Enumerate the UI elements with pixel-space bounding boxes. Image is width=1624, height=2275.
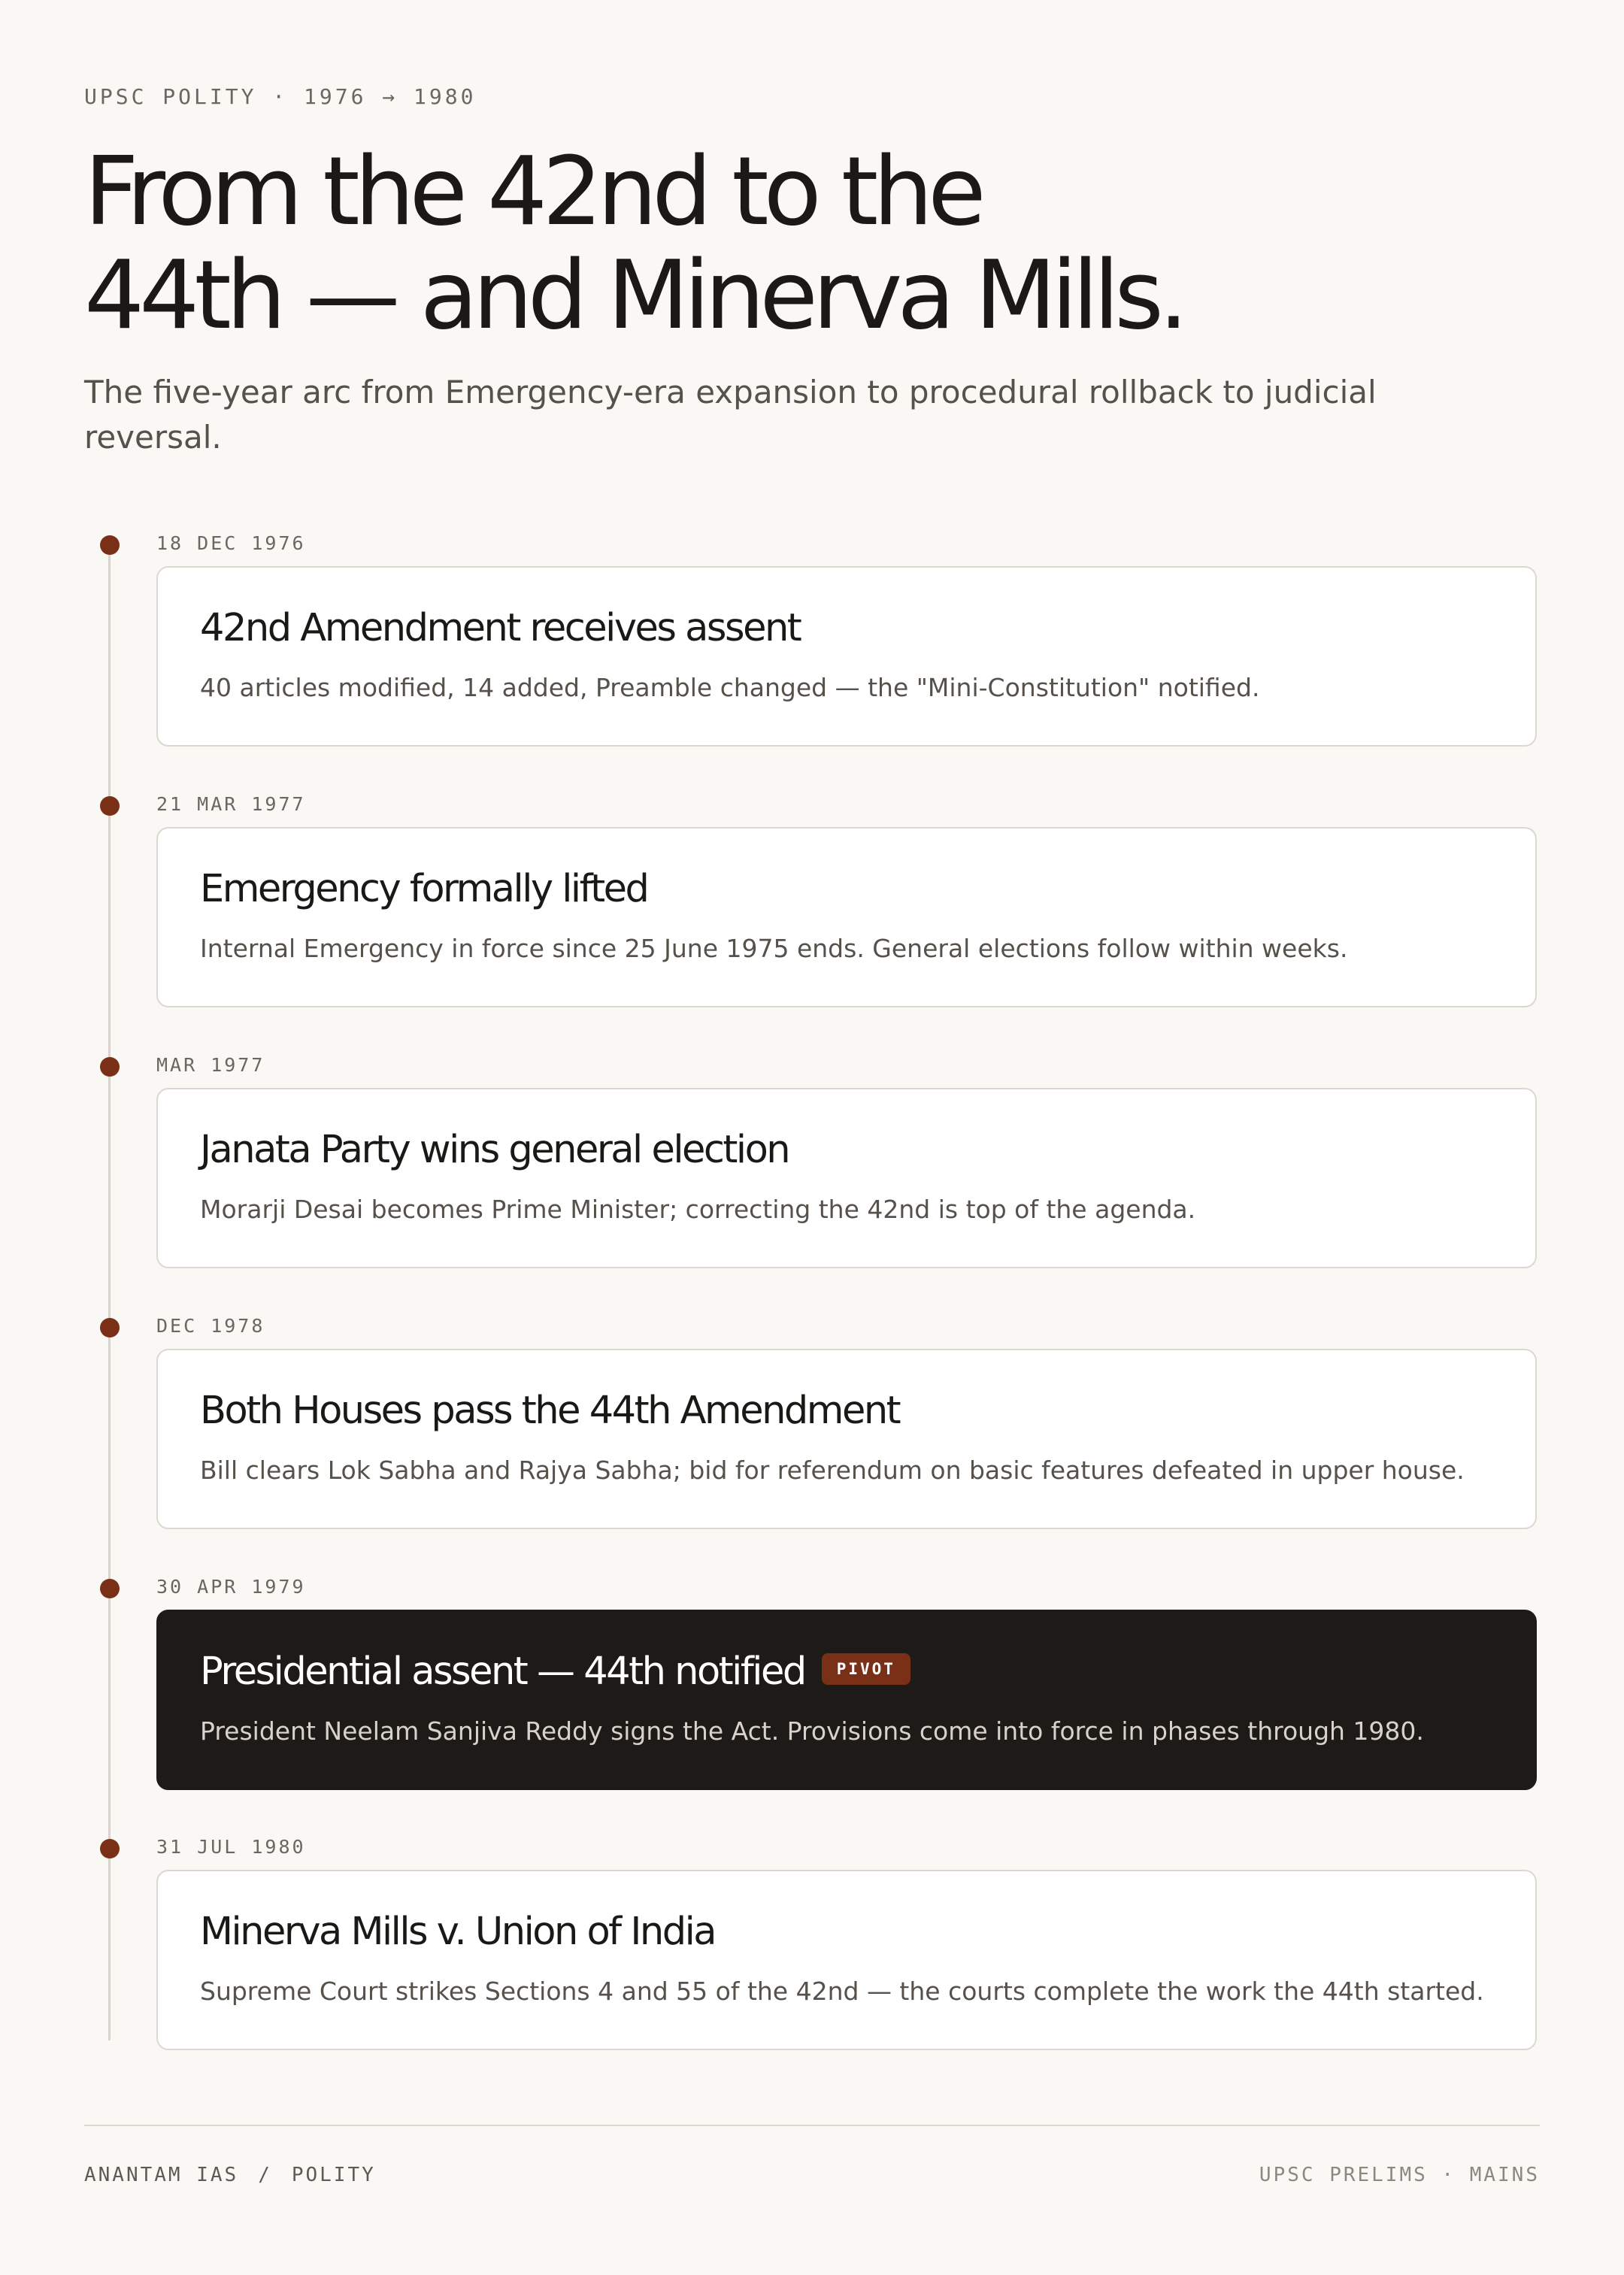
- event-card: [156, 1870, 1537, 2050]
- timeline-dot: [100, 1839, 120, 1858]
- eyebrow-label: UPSC POLITY · 1976 → 1980: [84, 84, 477, 109]
- event-title: Janata Party wins general election: [200, 1128, 789, 1172]
- timeline-dot: [100, 796, 120, 816]
- event-description: Supreme Court strikes Sections 4 and 55 of the 42nd — the courts complete the work the 44th started.: [200, 1977, 1484, 2006]
- page: [84, 0, 1540, 2275]
- page-title-line-1: From the 42nd to the: [84, 136, 981, 247]
- event-date: 21 MAR 1977: [156, 793, 306, 815]
- event-card-highlighted: [156, 1610, 1537, 1790]
- pivot-badge: PIVOT: [822, 1653, 910, 1685]
- timeline-dot: [100, 1579, 120, 1598]
- footer-section: POLITY: [291, 2164, 376, 2186]
- event-description: 40 articles modified, 14 added, Preamble changed — the "Mini-Constitution" notified.: [200, 673, 1260, 702]
- page-title-line-2: 44th — and Minerva Mills.: [84, 240, 1183, 350]
- footer-exam-label: UPSC PRELIMS · MAINS: [1259, 2164, 1540, 2186]
- footer-breadcrumb: [84, 2164, 376, 2186]
- event-description: Bill clears Lok Sabha and Rajya Sabha; bid for referendum on basic features defeated in upper house.: [200, 1456, 1465, 1485]
- event-title: 42nd Amendment receives assent: [200, 606, 801, 650]
- event-title: [200, 1649, 910, 1695]
- event-card: [156, 1349, 1537, 1529]
- event-card: [156, 827, 1537, 1007]
- footer-divider: [84, 2125, 1540, 2126]
- timeline-dot: [100, 1318, 120, 1337]
- event-description: Morarji Desai becomes Prime Minister; correcting the 42nd is top of the agenda.: [200, 1195, 1196, 1224]
- event-card: [156, 566, 1537, 747]
- page-subtitle: The five-year arc from Emergency-era expansion to procedural rollback to judicial reversal.: [84, 374, 1377, 456]
- event-description: President Neelam Sanjiva Reddy signs the Act. Provisions come into force in phases through 1980.: [200, 1716, 1424, 1746]
- event-date: MAR 1977: [156, 1054, 265, 1076]
- event-description: Internal Emergency in force since 25 June 1975 ends. General elections follow within weeks.: [200, 934, 1348, 963]
- page-title: [84, 136, 1513, 350]
- event-date: 30 APR 1979: [156, 1576, 306, 1598]
- event-date: DEC 1978: [156, 1315, 265, 1337]
- event-title: Both Houses pass the 44th Amendment: [200, 1389, 900, 1433]
- timeline-dot: [100, 1057, 120, 1077]
- footer-brand: ANANTAM IAS: [84, 2164, 239, 2186]
- footer-separator: /: [258, 2164, 272, 2186]
- event-date: 31 JUL 1980: [156, 1836, 306, 1858]
- timeline-line: [108, 543, 111, 2040]
- timeline-dot: [100, 535, 120, 555]
- event-date: 18 DEC 1976: [156, 532, 306, 554]
- event-title-text: Presidential assent — 44th notified: [200, 1649, 805, 1694]
- event-title: Minerva Mills v. Union of India: [200, 1910, 716, 1954]
- event-title: Emergency formally lifted: [200, 867, 648, 911]
- event-card: [156, 1088, 1537, 1268]
